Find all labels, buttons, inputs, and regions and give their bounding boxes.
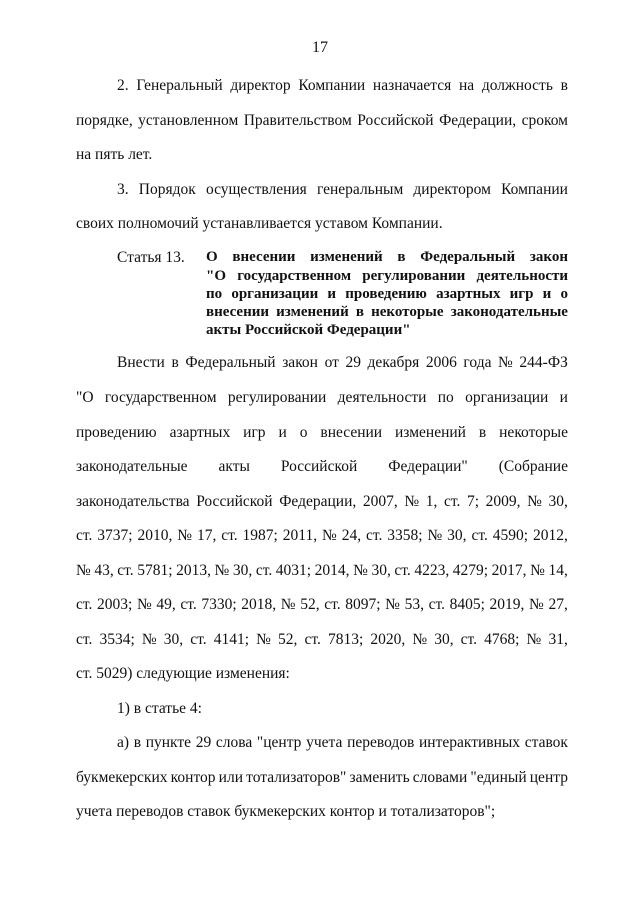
word: № (427, 527, 443, 544)
word: в (171, 354, 179, 371)
word: 29 (345, 354, 361, 371)
word: изменений (276, 304, 349, 320)
word: ст. (394, 562, 411, 579)
word: 30, (548, 493, 568, 510)
page-number: 17 (312, 39, 328, 56)
word: пункте (145, 734, 192, 751)
para-2-line-2 (76, 111, 568, 131)
word: Внести (117, 354, 165, 371)
word: словами (412, 769, 468, 786)
word: директор (230, 77, 291, 94)
word: 4590; (492, 527, 529, 544)
word: внесении (206, 304, 270, 320)
word: центр (529, 769, 568, 786)
article-title-line-2 (206, 267, 568, 285)
word: "О (206, 268, 226, 284)
word: а) (117, 734, 130, 751)
word: 3358; (387, 527, 423, 544)
word: назначается (372, 77, 452, 94)
word: 53, (404, 596, 424, 613)
word: 7; (466, 493, 480, 510)
word: № (214, 562, 230, 579)
word: игр (243, 424, 266, 441)
word: ст. (304, 631, 321, 648)
word: в (560, 77, 568, 94)
word: в (355, 304, 364, 320)
word: № (256, 631, 271, 648)
word: "О (76, 389, 94, 406)
word: слова (215, 734, 253, 751)
word: 4141; (213, 631, 250, 648)
word: по (437, 389, 454, 406)
item-1a-line-2 (76, 768, 568, 788)
word: № (280, 596, 296, 613)
word: внесении (232, 249, 296, 265)
word: ст. (460, 631, 478, 648)
word: декабря (367, 354, 420, 371)
word: "центр (256, 734, 302, 751)
word: осуществления (205, 181, 307, 198)
word: закон (529, 249, 568, 265)
word: 2006 (425, 354, 457, 371)
word: 14, (548, 562, 568, 579)
word: Компании (298, 77, 366, 94)
word: ст. (180, 596, 197, 613)
body-line-5 (76, 492, 568, 512)
word: в (397, 249, 406, 265)
item-1a-line-3: учета переводов ставок букмекерских контор и тотализаторов"; (76, 803, 496, 820)
word: Правительством (243, 112, 352, 129)
word: 1987; (242, 527, 278, 544)
word: переводов (347, 734, 415, 751)
word: и (542, 286, 552, 302)
word: Федерации, (439, 112, 517, 129)
word: ст. (471, 527, 488, 544)
body-line-10: ст. 5029) следующие изменения: (76, 665, 290, 682)
word: 30, (434, 631, 454, 648)
word: должность (481, 77, 553, 94)
article-label: Статья 13. (117, 249, 185, 266)
word: 244-ФЗ (519, 354, 568, 371)
word: 30, (232, 562, 253, 579)
word: 3737; (97, 527, 133, 544)
word: Российской (280, 458, 358, 475)
word: ст. (324, 596, 341, 613)
word: ст. (76, 631, 93, 648)
word: 2014, (314, 562, 350, 579)
word: ставок (524, 734, 568, 751)
word: 30, (447, 527, 467, 544)
word: регулировании (362, 268, 466, 284)
word: некоторые (371, 304, 444, 320)
word: 2012, (532, 527, 568, 544)
word: 2009, (485, 493, 521, 510)
body-line-7 (76, 561, 568, 581)
word: законодательства (76, 493, 190, 510)
word: в (133, 734, 142, 751)
word: 52, (278, 631, 298, 648)
word: Компании (501, 181, 568, 198)
word: 52, (300, 596, 320, 613)
word: 7330; (201, 596, 237, 613)
word: законодательные (450, 304, 568, 320)
word: № (412, 631, 428, 648)
word: 2019, (489, 596, 525, 613)
article-title-line-5: акты Российской Федерации" (206, 322, 411, 338)
word: на (458, 77, 475, 94)
word: 8097; (345, 596, 381, 613)
word: 2. (117, 77, 129, 94)
word: 4768; (484, 631, 520, 648)
body-line-9 (76, 630, 568, 650)
para-2-line-3: на пять лет. (76, 146, 153, 163)
word: ст. (428, 596, 445, 613)
word: 8405; (449, 596, 485, 613)
word: № (530, 562, 545, 579)
word: установленном (138, 112, 239, 129)
word: ст. (221, 527, 238, 544)
word: 24, (341, 527, 362, 544)
word: 2017, (491, 562, 527, 579)
para-3-line-1 (117, 180, 568, 200)
word: проведению (76, 424, 157, 441)
word: букмекерских (76, 769, 168, 786)
word: Российской (196, 493, 273, 510)
word: регулировании (227, 389, 327, 406)
word: генеральным (316, 181, 404, 198)
word: О (206, 249, 218, 265)
word: 4031; (275, 562, 312, 579)
word: № (385, 596, 400, 613)
word: 2018, (241, 596, 277, 613)
word: организации (465, 389, 549, 406)
word: 1, (425, 493, 438, 510)
word: Федерации, (279, 493, 357, 510)
word: 2011, (282, 527, 318, 544)
word: ст. (76, 527, 93, 544)
word: в (478, 424, 487, 441)
word: азартных (169, 424, 231, 441)
word: 3534; (99, 631, 135, 648)
word: государственном (237, 268, 352, 284)
word: 31, (548, 631, 568, 648)
word: порядке, (76, 112, 133, 129)
word: Федеральный (185, 354, 276, 371)
word: 30, (371, 562, 391, 579)
word: игр (509, 286, 534, 302)
body-line-2 (76, 388, 568, 408)
body-line-3 (76, 423, 568, 443)
word: ст. (444, 493, 461, 510)
word: по (206, 286, 223, 302)
word: 2010, (137, 527, 173, 544)
word: № (141, 631, 157, 648)
word: изменений (395, 424, 466, 441)
word: № (526, 631, 542, 648)
word: закон (282, 354, 318, 371)
word: интерактивных (419, 734, 521, 751)
word: и (327, 286, 337, 302)
word: проведению (345, 286, 427, 302)
word: деятельности (476, 268, 568, 284)
word: 4279; (452, 562, 489, 579)
word: № (76, 562, 91, 579)
word: или (218, 769, 243, 786)
body-line-6 (76, 526, 568, 546)
word: 30, (163, 631, 184, 648)
word: ст. (255, 562, 273, 579)
word: государственном (104, 389, 217, 406)
word: № (177, 527, 193, 544)
word: Генеральный (136, 77, 223, 94)
para-2-line-1 (117, 76, 568, 96)
word: 43, (94, 562, 114, 579)
word: о (560, 286, 568, 302)
article-title-line-4 (206, 303, 568, 321)
word: деятельности (337, 389, 427, 406)
word: Порядок (138, 181, 196, 198)
article-title-line-3 (206, 285, 568, 303)
item-1-label: 1) в статье 4: (117, 700, 202, 717)
word: директором (413, 181, 491, 198)
word: № (498, 354, 513, 371)
word: (Собрание (498, 458, 568, 475)
word: учета (306, 734, 343, 751)
word: изменений (310, 249, 383, 265)
word: № (353, 562, 368, 579)
word: 49, (156, 596, 176, 613)
word: № (136, 596, 152, 613)
word: ст. (365, 527, 383, 544)
word: ст. (117, 562, 134, 579)
word: Федерации" (388, 458, 468, 475)
word: акты (218, 458, 250, 475)
word: контор (170, 769, 216, 786)
word: 2007, (362, 493, 398, 510)
word: некоторые (499, 424, 568, 441)
word: организации (231, 286, 319, 302)
word: 2020, (370, 631, 406, 648)
word: внесении (320, 424, 383, 441)
word: № (527, 493, 542, 510)
word: Федеральный (420, 249, 516, 265)
word: заменить (349, 769, 410, 786)
word: "единый (470, 769, 527, 786)
word: 17, (196, 527, 217, 544)
word: 3. (117, 181, 129, 198)
word: № (529, 596, 544, 613)
word: 27, (548, 596, 568, 613)
word: о (299, 424, 308, 441)
word: года (463, 354, 492, 371)
word: сроком (521, 112, 568, 129)
word: от (324, 354, 339, 371)
body-line-8 (76, 595, 568, 615)
body-line-1 (117, 353, 568, 373)
word: тотализаторов" (246, 769, 347, 786)
word: законодательные (76, 458, 188, 475)
word: № (321, 527, 337, 544)
item-1a-line-1 (117, 733, 568, 753)
para-3-line-2: своих полномочий устанавливается уставом Компании. (76, 215, 443, 232)
article-title-line-1 (206, 248, 568, 266)
word: Российской (357, 112, 434, 129)
body-line-4 (76, 457, 568, 477)
word: № (404, 493, 420, 510)
word: 2013, (176, 562, 211, 579)
word: ст. (76, 596, 93, 613)
word: 5781; (137, 562, 173, 579)
word: 7813; (327, 631, 364, 648)
word: 29 (195, 734, 212, 751)
word: 4223, (414, 562, 450, 579)
word: и (559, 389, 568, 406)
word: азартных (436, 286, 501, 302)
word: ст. (190, 631, 207, 648)
word: и (278, 424, 287, 441)
word: 2003; (97, 596, 133, 613)
